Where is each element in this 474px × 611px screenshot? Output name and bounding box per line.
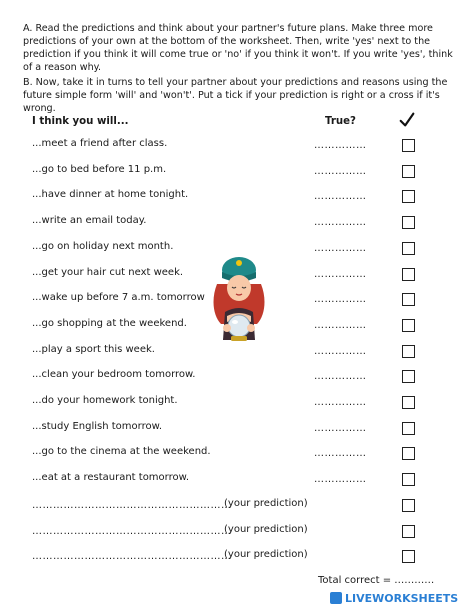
header-i-think-you-will: I think you will...: [32, 116, 129, 127]
answer-blank[interactable]: ……………: [314, 474, 367, 486]
answer-blank[interactable]: ……………: [314, 371, 367, 383]
row-label: ...study English tomorrow.: [32, 420, 163, 432]
row-label: ...play a sport this week.: [32, 343, 155, 355]
tick-checkbox[interactable]: [402, 268, 415, 281]
tick-checkbox[interactable]: [402, 422, 415, 435]
logo-text: LIVEWORKSHEETS: [345, 592, 459, 605]
liveworksheets-logo: [330, 592, 458, 605]
check-mark-icon: [398, 111, 416, 129]
total-correct: [318, 575, 434, 586]
row-label: ...do your homework tonight.: [32, 395, 178, 406]
tick-checkbox[interactable]: [402, 345, 415, 358]
row-label: ...go on holiday next month.: [32, 240, 174, 252]
tick-checkbox[interactable]: [402, 525, 415, 538]
answer-blank[interactable]: ……………: [314, 319, 367, 331]
instruction-a: A. Read the predictions and think about your partner's future plans. Make three more predictions of your own at the bottom of the worksheet. Then, write 'yes' next to the prediction if you think it will come true or 'no' if you think it won't. If you write 'yes', think of a reason why.: [23, 23, 453, 73]
row-label: ...meet a friend after class.: [32, 138, 168, 149]
fortune-teller-illustration: [205, 254, 273, 344]
your-prediction-label: (your prediction): [224, 497, 308, 509]
row-label: ...wake up before 7 a.m. tomorrow: [32, 292, 205, 304]
tick-checkbox[interactable]: [402, 499, 415, 512]
row-label: ...get your hair cut next week.: [32, 266, 184, 278]
row-label: ...go shopping at the weekend.: [32, 317, 187, 329]
tick-checkbox[interactable]: [402, 216, 415, 229]
prediction-blank[interactable]: …………………………………………………: [32, 499, 232, 511]
tick-checkbox[interactable]: [402, 293, 415, 306]
tick-checkbox[interactable]: [402, 396, 415, 409]
answer-blank[interactable]: ……………: [314, 165, 367, 177]
answer-blank[interactable]: ……………: [314, 448, 367, 460]
answer-blank[interactable]: ……………: [314, 345, 367, 357]
tick-checkbox[interactable]: [402, 319, 415, 332]
answer-blank[interactable]: ……………: [314, 191, 367, 203]
prediction-blank[interactable]: …………………………………………………: [32, 525, 232, 537]
answer-blank[interactable]: ……………: [314, 294, 367, 306]
total-correct-label: Total correct =: [318, 575, 392, 586]
row-label: ...have dinner at home tonight.: [32, 189, 189, 201]
row-label: ...clean your bedroom tomorrow.: [32, 369, 196, 381]
answer-blank[interactable]: ……………: [314, 242, 367, 254]
answer-blank[interactable]: ……………: [314, 268, 367, 280]
tick-checkbox[interactable]: [402, 370, 415, 383]
logo-icon: [330, 592, 342, 604]
tick-checkbox[interactable]: [402, 165, 415, 178]
instruction-b: B. Now, take it in turns to tell your partner about your predictions and reasons using the future simple form 'will' and 'won't'. Put a tick if your prediction is right or a cross if it's wrong.: [23, 77, 448, 114]
tick-checkbox[interactable]: [402, 447, 415, 460]
answer-blank[interactable]: ……………: [314, 422, 367, 434]
answer-blank[interactable]: ……………: [314, 140, 367, 151]
row-label: ...write an email today.: [32, 215, 147, 227]
your-prediction-label: (your prediction): [224, 549, 308, 561]
tick-checkbox[interactable]: [402, 550, 415, 563]
row-label: ...go to bed before 11 p.m.: [32, 163, 167, 175]
answer-blank[interactable]: ……………: [314, 217, 367, 229]
prediction-blank[interactable]: …………………………………………………: [32, 551, 232, 563]
row-label: ...go to the cinema at the weekend.: [32, 446, 211, 458]
tick-checkbox[interactable]: [402, 242, 415, 255]
tick-checkbox[interactable]: [402, 190, 415, 203]
row-label: ...eat at a restaurant tomorrow.: [32, 472, 190, 484]
header-true: True?: [325, 116, 356, 127]
total-correct-dots[interactable]: …………: [394, 575, 435, 586]
your-prediction-label: (your prediction): [224, 523, 308, 535]
tick-checkbox[interactable]: [402, 473, 415, 486]
answer-blank[interactable]: ……………: [314, 397, 367, 408]
tick-checkbox[interactable]: [402, 139, 415, 152]
